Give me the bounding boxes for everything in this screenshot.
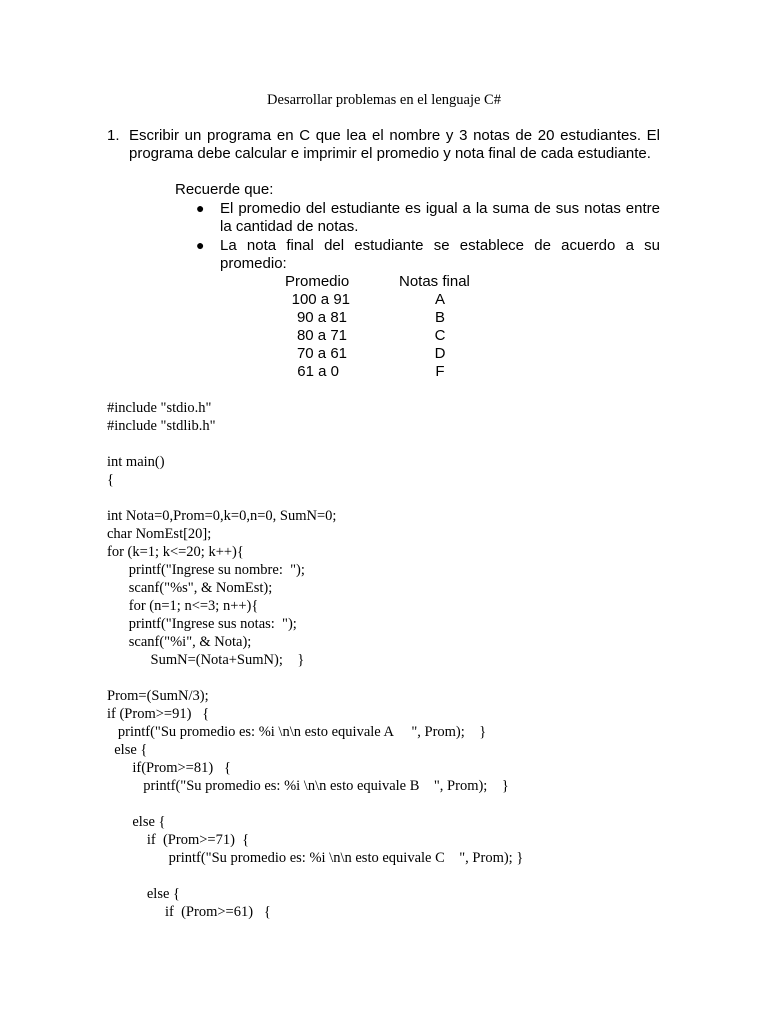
code-line: if (Prom>=71) {: [107, 832, 250, 848]
table-cell-grade: F: [435, 363, 445, 380]
code-line: for (k=1; k<=20; k++){: [107, 544, 244, 560]
code-line: if (Prom>=91) {: [107, 706, 210, 722]
recuerde-label: Recuerde que:: [175, 181, 274, 198]
table-header-promedio: Promedio: [285, 273, 350, 290]
bullet-icon: ●: [196, 237, 205, 253]
table-cell-grade: C: [434, 327, 446, 344]
table-cell-grade: D: [434, 345, 446, 362]
code-line: else {: [107, 886, 181, 902]
code-line: printf("Ingrese su nombre: ");: [107, 562, 305, 578]
code-line: SumN=(Nota+SumN); }: [107, 652, 305, 668]
document-title: Desarrollar problemas en el lenguaje C#: [267, 92, 501, 108]
code-line: printf("Ingrese sus notas: ");: [107, 616, 297, 632]
code-line: #include "stdio.h": [107, 400, 212, 416]
bullet-final-grade-rule: La nota final del estudiante se establece de acuerdo a su promedio:: [220, 237, 660, 272]
problem-statement: Escribir un programa en C que lea el nombre y 3 notas de 20 estudiantes. El programa debe calcular e imprimir el promedio y nota final de cada estudiante.: [129, 127, 660, 162]
code-line: if (Prom>=61) {: [107, 904, 271, 920]
code-line: printf("Su promedio es: %i \n\n esto equivale A ", Prom); }: [107, 724, 487, 740]
code-line: scanf("%i", & Nota);: [107, 634, 252, 650]
code-line: Prom=(SumN/3);: [107, 688, 209, 704]
code-line: printf("Su promedio es: %i \n\n esto equivale C ", Prom); }: [107, 850, 524, 866]
code-line: if(Prom>=81) {: [107, 760, 232, 776]
bullet-icon: ●: [196, 200, 205, 216]
table-cell-grade: B: [434, 309, 445, 326]
code-line: for (n=1; n<=3; n++){: [107, 598, 259, 614]
code-line: int Nota=0,Prom=0,k=0,n=0, SumN=0;: [107, 508, 337, 524]
bullet-average-rule: El promedio del estudiante es igual a la suma de sus notas entre la cantidad de notas.: [220, 200, 660, 235]
list-item-number: 1.: [107, 127, 120, 144]
code-line: int main(): [107, 454, 165, 470]
code-line: #include "stdlib.h": [107, 418, 216, 434]
code-line: printf("Su promedio es: %i \n\n esto equivale B ", Prom); }: [107, 778, 509, 794]
table-header-notas: Notas final: [399, 273, 470, 290]
table-cell-range: 80 a 71: [296, 327, 347, 344]
table-cell-range: 90 a 81: [296, 309, 347, 326]
table-cell-range: 100 a 91: [291, 291, 350, 308]
code-line: char NomEst[20];: [107, 526, 212, 542]
code-line: scanf("%s", & NomEst);: [107, 580, 273, 596]
table-cell-grade: A: [434, 291, 445, 308]
code-line: else {: [107, 742, 148, 758]
code-line: {: [107, 472, 114, 488]
table-cell-range: 61 a 0: [297, 363, 339, 380]
table-cell-range: 70 a 61: [296, 345, 347, 362]
code-line: else {: [107, 814, 166, 830]
